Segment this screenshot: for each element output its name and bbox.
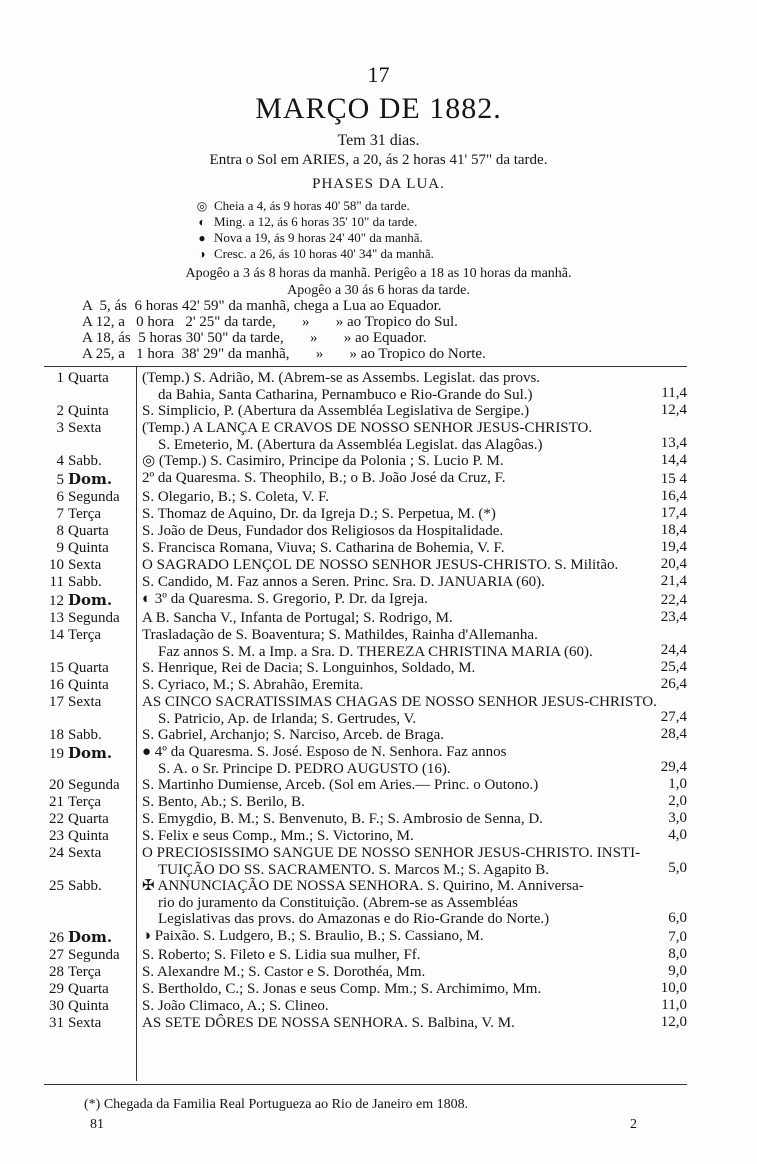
feast-text [136, 964, 593, 981]
feast-text [136, 574, 593, 591]
weekday: Terça [68, 627, 102, 643]
day-cell [44, 845, 136, 878]
feast-line: rio do juramento da Constituição. (Abrem-se as Assembléas [158, 894, 518, 911]
phase-text: Cresc. a 26, ás 10 horas 40' 34" da manhã. [214, 246, 434, 261]
feast-text [136, 845, 641, 878]
feast-line: 2º da Quaresma. S. Theophilo, B.; o B. João José da Cruz, F. [142, 470, 506, 486]
day-number: 11 [49, 574, 64, 590]
moon-age: 3,0 [668, 810, 687, 826]
feast-line: ● 4º da Quaresma. S. José. Esposo de N. Senhora. Faz annos [142, 744, 507, 760]
feast-text [136, 660, 593, 677]
table-row [44, 591, 687, 610]
weekday: Segunda [68, 777, 120, 793]
weekday: Sexta [68, 1014, 102, 1031]
day-cell [44, 627, 136, 660]
moon-age: 6,0 [668, 909, 687, 926]
moon-age: 17,4 [660, 505, 687, 521]
weekday: Sexta [68, 420, 102, 436]
table-row [44, 660, 687, 677]
weekday: Quinta [68, 828, 109, 844]
day-number: 15 [49, 660, 64, 676]
table-top-rule [44, 366, 687, 367]
day-number: 12 [49, 593, 64, 609]
day-cell [44, 727, 136, 744]
day-cell [44, 660, 136, 677]
phase-row [194, 230, 434, 246]
feast-text [136, 744, 593, 777]
signature-number: 2 [630, 1117, 637, 1132]
feast-text [136, 727, 593, 744]
day-cell [44, 420, 136, 453]
table-row [44, 828, 687, 845]
feast-line: S. João Climaco, A.; S. Clineo. [142, 997, 329, 1014]
weekday: Sexta [68, 694, 102, 710]
equator-list [82, 298, 486, 362]
moon-age: 26,4 [660, 676, 687, 692]
day-number: 6 [56, 489, 64, 505]
day-number: 22 [49, 811, 64, 827]
table-row [44, 964, 687, 981]
days-count: Tem 31 dias. [337, 132, 420, 149]
table-row [44, 727, 687, 744]
feast-line: S. Henrique, Rei de Dacia; S. Longuinhos, Soldado, M. [142, 660, 476, 676]
day-number: 10 [49, 557, 64, 573]
feast-line: S. Simplicio, P. (Abertura da Assembléa Legislativa de Sergipe.) [142, 403, 530, 419]
feast-line: S. Patricio, Ap. de Irlanda; S. Gertrudes, V. [158, 710, 417, 727]
weekday: Quarta [68, 523, 109, 539]
day-number: 30 [49, 997, 64, 1014]
feast-line: S. Martinho Dumiense, Arceb. (Sol em Aries.— Princ. o Outono.) [142, 777, 539, 793]
weekday: Sabb. [68, 727, 102, 743]
day-number: 13 [49, 610, 64, 626]
feast-line: S. Gabriel, Archanjo; S. Narciso, Arceb. de Braga. [142, 727, 444, 743]
weekday: Sexta [68, 557, 102, 573]
weekday: Terça [68, 794, 102, 810]
day-cell [44, 878, 136, 928]
day-number: 9 [56, 540, 64, 556]
table-row [44, 777, 687, 794]
feast-line: ◎ (Temp.) S. Casimiro, Principe da Polonia ; S. Lucio P. M. [142, 453, 504, 469]
table-row [44, 403, 687, 420]
day-cell [44, 794, 136, 811]
day-number: 27 [49, 946, 64, 963]
signature-mark: 81 [90, 1117, 104, 1132]
table-row [44, 506, 687, 523]
moon-age: 11,0 [661, 996, 687, 1013]
table-row [44, 1015, 687, 1032]
feast-line: O PRECIOSISSIMO SANGUE DE NOSSO SENHOR JESUS-CHRISTO. INSTI- [142, 845, 641, 861]
weekday: Dom. [68, 470, 113, 488]
feast-text [136, 489, 593, 506]
day-cell [44, 591, 136, 610]
feast-text [136, 998, 593, 1015]
day-number: 28 [49, 963, 64, 980]
phase-text: Cheia a 4, ás 9 horas 40' 58" da tarde. [214, 198, 410, 213]
table-row [44, 845, 687, 878]
table-row [44, 744, 687, 777]
moon-age: 5,0 [668, 860, 687, 876]
day-cell [44, 744, 136, 777]
day-cell [44, 506, 136, 523]
moon-phases [194, 198, 434, 262]
moon-age: 23,4 [660, 609, 687, 625]
feast-text [136, 453, 593, 470]
day-cell [44, 928, 136, 947]
page-number: 17 [367, 62, 390, 87]
feast-line: S. Bertholdo, C.; S. Jonas e seus Comp. Mm.; S. Archimimo, Mm. [142, 980, 542, 997]
weekday: Quinta [68, 677, 109, 693]
moon-age: 12,4 [660, 402, 687, 418]
table-row [44, 370, 687, 403]
day-cell [44, 470, 136, 489]
moon-age: 9,0 [668, 962, 687, 979]
feast-line: AS CINCO SACRATISSIMAS CHAGAS DE NOSSO SENHOR JESUS-CHRISTO. [142, 694, 657, 710]
day-cell [44, 370, 136, 403]
full-moon-icon: ◎ [196, 198, 208, 213]
feast-text [136, 540, 593, 557]
day-number: 4 [56, 453, 64, 469]
feast-text [136, 677, 593, 694]
weekday: Quarta [68, 660, 109, 676]
day-number: 5 [56, 472, 64, 488]
weekday: Sabb. [68, 574, 102, 590]
moon-age: 25,4 [660, 659, 687, 675]
day-cell [44, 540, 136, 557]
feast-line: S. Felix e seus Comp., Mm.; S. Victorino, M. [142, 828, 414, 844]
feast-text [136, 777, 593, 794]
table-bottom-rule [44, 1084, 687, 1085]
moon-age: 12,0 [660, 1013, 687, 1030]
weekday: Sabb. [68, 453, 102, 469]
apogee-line-2: Apogêo a 30 ás 6 horas da tarde. [287, 283, 470, 298]
day-number: 25 [49, 878, 64, 894]
feast-line: S. João de Deus, Fundador dos Religiosos da Hospitalidade. [142, 523, 504, 539]
moon-age: 28,4 [660, 726, 687, 742]
feast-line: Faz annos S. M. a Imp. a Sra. D. THEREZA CHRISTINA MARIA (60). [158, 643, 593, 660]
first-quarter-moon-icon: ◑ [198, 246, 206, 261]
weekday: Quinta [68, 997, 109, 1014]
feast-text [136, 403, 593, 420]
day-number: 26 [49, 929, 64, 946]
weekday: Terça [68, 506, 102, 522]
feast-line: Trasladação de S. Boaventura; S. Mathildes, Rainha d'Allemanha. [142, 627, 538, 643]
moon-age: 13,4 [660, 435, 687, 451]
day-number: 16 [49, 677, 64, 693]
table-row [44, 677, 687, 694]
feast-text [136, 523, 593, 540]
feast-line: S. Alexandre M.; S. Castor e S. Dorothéa, Mm. [142, 963, 426, 980]
feast-text [136, 506, 593, 523]
day-cell [44, 947, 136, 964]
weekday: Dom. [68, 591, 113, 609]
day-number: 2 [56, 403, 64, 419]
equator-line: A 18, ás 5 horas 30' 50" da tarde, » » ao Equador. [82, 330, 427, 346]
feast-line: S. Olegario, B.; S. Coleta, V. F. [142, 489, 330, 505]
page-title: MARÇO DE 1882. [255, 92, 502, 125]
feast-text [136, 370, 593, 403]
table-row [44, 610, 687, 627]
day-cell [44, 998, 136, 1015]
moon-age: 21,4 [660, 573, 687, 589]
weekday: Quinta [68, 403, 109, 419]
table-row [44, 453, 687, 470]
table-row [44, 523, 687, 540]
feast-line: ◑ Paixão. S. Ludgero, B.; S. Braulio, B.; S. Cassiano, M. [142, 927, 484, 944]
day-number: 20 [49, 777, 64, 793]
day-cell [44, 453, 136, 470]
phase-row [194, 214, 434, 230]
day-number: 18 [49, 727, 64, 743]
day-cell [44, 523, 136, 540]
moon-age: 1,0 [668, 776, 687, 792]
moon-age: 7,0 [668, 928, 687, 945]
day-cell [44, 981, 136, 998]
feast-line: S. Emeterio, M. (Abertura da Assembléa Legislat. das Alagôas.) [158, 436, 543, 453]
feast-line: S. Cyriaco, M.; S. Abrahão, Eremita. [142, 677, 364, 693]
weekday: Sexta [68, 845, 102, 861]
day-cell [44, 610, 136, 627]
last-quarter-moon-icon: ◐ [198, 214, 206, 229]
feast-text [136, 627, 593, 660]
feast-text [136, 928, 593, 947]
day-cell [44, 777, 136, 794]
moon-age: 2,0 [668, 793, 687, 809]
table-row [44, 574, 687, 591]
day-cell [44, 403, 136, 420]
moon-age: 20,4 [660, 556, 687, 572]
table-row [44, 811, 687, 828]
table-row [44, 489, 687, 506]
day-cell [44, 1015, 136, 1032]
calendar-table [44, 370, 687, 1032]
day-number: 24 [49, 845, 64, 861]
sun-entry: Entra o Sol em ARIES, a 20, ás 2 horas 41' 57" da tarde. [209, 152, 548, 168]
day-cell [44, 557, 136, 574]
weekday: Segunda [68, 489, 120, 505]
weekday: Quinta [68, 540, 109, 556]
table-row [44, 627, 687, 660]
table-row [44, 878, 687, 928]
feast-text [136, 947, 593, 964]
day-cell [44, 811, 136, 828]
feast-text [136, 470, 593, 489]
day-number: 7 [56, 506, 64, 522]
apogee-line: Apogêo a 3 ás 8 horas da manhã. Perigêo a 18 as 10 horas da manhã. [185, 266, 572, 281]
feast-text [136, 420, 593, 453]
feast-line: ✠ ANNUNCIAÇÃO DE NOSSA SENHORA. S. Quirino, M. Anniversa- [142, 878, 584, 894]
table-row [44, 420, 687, 453]
phase-row [194, 198, 434, 214]
feast-line: S. Thomaz de Aquino, Dr. da Igreja D.; S. Perpetua, M. (*) [142, 506, 496, 522]
day-number: 3 [56, 420, 64, 436]
weekday: Quarta [68, 980, 109, 997]
feast-line: S. Emygdio, B. M.; S. Benvenuto, B. F.; S. Ambrosio de Senna, D. [142, 811, 543, 827]
feast-line: A B. Sancha V., Infanta de Portugal; S. Rodrigo, M. [142, 610, 453, 626]
table-row [44, 998, 687, 1015]
feast-text [136, 1015, 593, 1032]
day-cell [44, 964, 136, 981]
weekday: Dom. [68, 744, 113, 762]
day-number: 14 [49, 627, 64, 643]
day-cell [44, 828, 136, 845]
moon-age: 18,4 [660, 522, 687, 538]
feast-text [136, 557, 619, 574]
day-number: 31 [49, 1014, 64, 1031]
moon-age: 8,0 [668, 945, 687, 962]
equator-line: A 5, ás 6 horas 42' 59" da manhã, chega a Lua ao Equador. [82, 298, 442, 314]
day-cell [44, 694, 136, 727]
day-number: 23 [49, 828, 64, 844]
feast-text [136, 828, 593, 845]
day-cell [44, 574, 136, 591]
weekday: Segunda [68, 610, 120, 626]
moon-age: 19,4 [660, 539, 687, 555]
feast-line: ◐ 3º da Quaresma. S. Gregorio, P. Dr. da Igreja. [142, 591, 428, 607]
weekday: Sabb. [68, 878, 102, 894]
feast-text [136, 878, 593, 928]
feast-text [136, 794, 593, 811]
feast-line: S. Candido, M. Faz annos a Seren. Princ. Sra. D. JANUARIA (60). [142, 574, 545, 590]
weekday: Quarta [68, 370, 109, 386]
day-cell [44, 489, 136, 506]
phase-row [194, 246, 434, 262]
table-row [44, 470, 687, 489]
moon-age: 15 4 [660, 471, 687, 487]
new-moon-icon: ● [198, 230, 206, 245]
weekday: Dom. [68, 927, 113, 946]
moon-age: 11,4 [661, 385, 687, 401]
day-number: 19 [49, 746, 64, 762]
feast-text [136, 694, 657, 727]
moon-age: 27,4 [660, 709, 687, 725]
phase-text: Ming. a 12, ás 6 horas 35' 10" da tarde. [214, 214, 418, 229]
footnote: (*) Chegada da Familia Real Portugueza ao Rio de Janeiro em 1808. [84, 1097, 469, 1112]
equator-line: A 12, a 0 hora 2' 25" da tarde, » » ao Tropico do Sul. [82, 314, 458, 330]
feast-line: S. Roberto; S. Fileto e S. Lidia sua mulher, Ff. [142, 946, 421, 963]
table-row [44, 694, 687, 727]
feast-text [136, 981, 593, 998]
feast-line: O SAGRADO LENÇOL DE NOSSO SENHOR JESUS-CHRISTO. S. Militão. [142, 557, 619, 573]
phases-heading: PHASES DA LUA. [312, 176, 445, 192]
feast-line: S. Francisca Romana, Viuva; S. Catharina de Bohemia, V. F. [142, 540, 505, 556]
feast-line: S. A. o Sr. Principe D. PEDRO AUGUSTO (16). [158, 760, 451, 777]
feast-line: TUIÇÃO DO SS. SACRAMENTO. S. Marcos M.; S. Agapito B. [158, 861, 550, 878]
table-row [44, 794, 687, 811]
feast-line: (Temp.) S. Adrião, M. (Abrem-se as Assembs. Legislat. das provs. [142, 370, 541, 386]
feast-line: Legislativas das provs. do Amazonas e do Rio-Grande do Norte.) [158, 911, 550, 927]
feast-line: AS SETE DÔRES DE NOSSA SENHORA. S. Balbina, V. M. [142, 1014, 515, 1031]
table-row [44, 947, 687, 964]
phase-text: Nova a 19, ás 9 horas 24' 40" da manhã. [214, 230, 423, 245]
feast-text [136, 610, 593, 627]
feast-line: (Temp.) A LANÇA E CRAVOS DE NOSSO SENHOR JESUS-CHRISTO. [142, 420, 593, 436]
weekday: Segunda [68, 946, 120, 963]
table-row [44, 928, 687, 947]
moon-age: 22,4 [660, 592, 687, 608]
day-number: 1 [56, 370, 64, 386]
moon-age: 14,4 [660, 452, 687, 468]
day-number: 21 [49, 794, 64, 810]
moon-age: 29,4 [660, 759, 687, 775]
moon-age: 4,0 [668, 827, 687, 843]
weekday: Quarta [68, 811, 109, 827]
moon-age: 16,4 [660, 488, 687, 504]
table-row [44, 557, 687, 574]
day-number: 29 [49, 980, 64, 997]
feast-line: da Bahia, Santa Catharina, Pernambuco e Rio-Grande do Sul.) [158, 386, 533, 403]
feast-text [136, 811, 593, 828]
day-number: 17 [49, 694, 64, 710]
table-row [44, 540, 687, 557]
equator-line: A 25, a 1 hora 38' 29" da manhã, » » ao Tropico do Norte. [82, 346, 486, 362]
feast-line: S. Bento, Ab.; S. Berilo, B. [142, 794, 305, 810]
day-cell [44, 677, 136, 694]
feast-text [136, 591, 593, 610]
day-number: 8 [56, 523, 64, 539]
weekday: Terça [68, 963, 102, 980]
table-row [44, 981, 687, 998]
moon-age: 10,0 [660, 979, 687, 996]
moon-age: 24,4 [660, 642, 687, 658]
